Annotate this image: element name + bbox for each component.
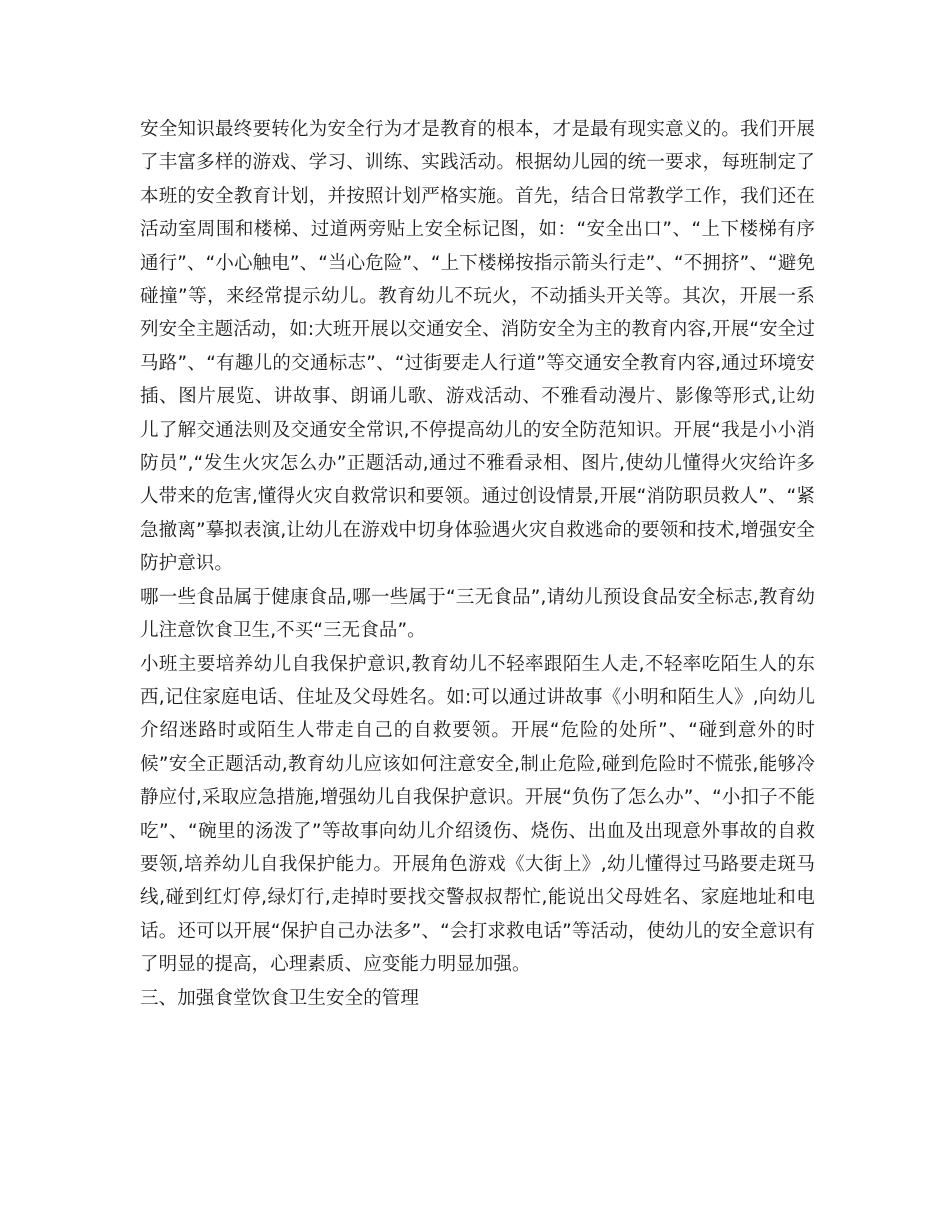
document-body bbox=[140, 113, 815, 1015]
section-heading-canteen: 三、加强食堂饮食卫生安全的管理 bbox=[140, 987, 420, 1009]
paragraph-safety-activities: 安全知识最终要转化为安全行为才是教育的根本，才是最有现实意义的。我们开展了丰富多样的游戏、学习、训练、实践活动。根据幼儿园的统一要求，每班制定了本班的安全教育计划，并按照计划严格实施。首先，结合日常教学工作，我们还在活动室周围和楼梯、过道两旁贴上安全标记图，如：“安全出口”、“上下楼梯有序通行”、“小心触电”、“当心危险”、“上下楼梯按指示箭头行走”、“不拥挤”、“避免碰撞”等，来经常提示幼儿。教育幼儿不玩火，不动插头开关等。其次，开展一系列安全主题活动，如:大班开展以交通安全、消防安全为主的教育内容,开展“安全过马路”、“有趣儿的交通标志”、“过街要走人行道”等交通安全教育内容,通过环境安插、图片展览、讲故事、朗诵儿歌、游戏活动、不雅看动漫片、影像等形式,让幼儿了解交通法则及交通安全常识,不停提高幼儿的安全防范知识。开展“我是小小消防员”,“发生火灾怎么办”正题活动,通过不雅看录相、图片,使幼儿懂得火灾给许多人带来的危害,懂得火灾自救常识和要领。通过创设情景,开展“消防职员救人”、“紧急撤离”摹拟表演,让幼儿在游戏中切身体验遇火灾自救逃命的要领和技术,增强安全防护意识。 bbox=[140, 119, 815, 575]
paragraph-food-safety: 哪一些食品属于健康食品,哪一些属于“三无食品”,请幼儿预设食品安全标志,教育幼儿注意饮食卫生,不买“三无食品”。 bbox=[140, 586, 815, 642]
paragraph-self-protection: 小班主要培养幼儿自我保护意识,教育幼儿不轻率跟陌生人走,不轻率吃陌生人的东西,记住家庭电话、住址及父母姓名。如:可以通过讲故事《小明和陌生人》,向幼儿介绍迷路时或陌生人带走自己的自救要领。开展“危险的处所”、“碰到意外的时候”安全正题活动,教育幼儿应该如何注意安全,制止危险,碰到危险时不慌张,能够冷静应付,采取应急措施,增强幼儿自我保护意识。开展“负伤了怎么办”、“小扣子不能吃”、“碗里的汤泼了”等故事向幼儿介绍烫伤、烧伤、出血及出现意外事故的自救要领,培养幼儿自我保护能力。开展角色游戏《大街上》,幼儿懂得过马路要走斑马线,碰到红灯停,绿灯行,走掉时要找交警叔叔帮忙,能说出父母姓名、家庭地址和电话。还可以开展“保护自己办法多”、“会打求救电话”等活动，使幼儿的安全意识有了明显的提高，心理素质、应变能力明显加强。 bbox=[140, 653, 815, 976]
